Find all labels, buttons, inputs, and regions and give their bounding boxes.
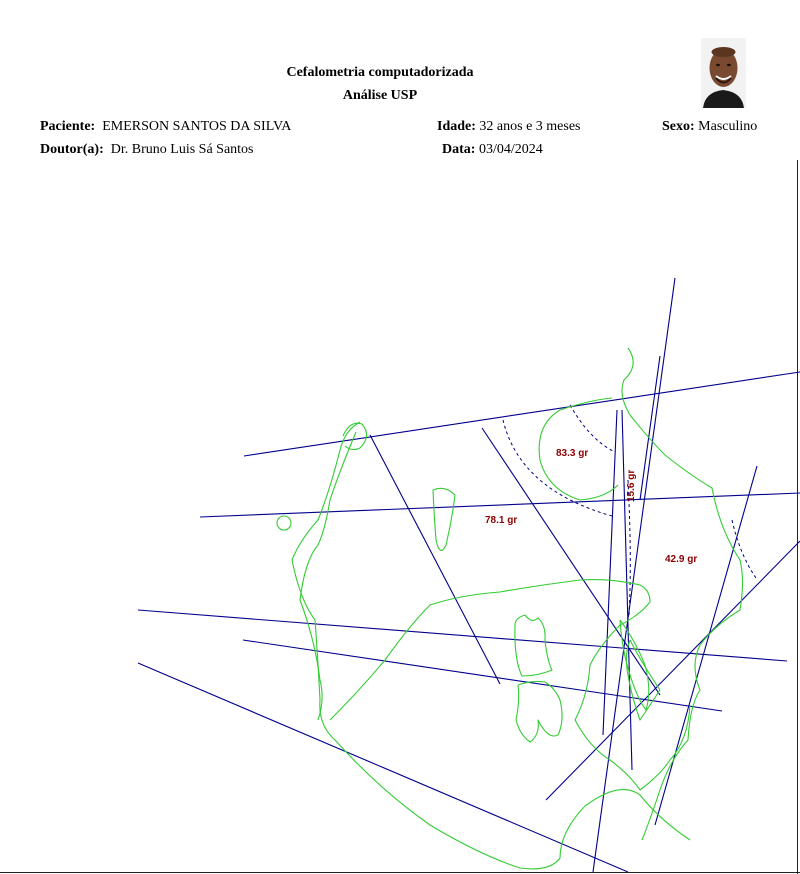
doctor-name: Dr. Bruno Luis Sá Santos (110, 142, 254, 157)
age-label: Idade: (437, 119, 476, 134)
n-b-line (482, 428, 660, 695)
date-label: Data: (442, 142, 476, 157)
patient-name: EMERSON SANTOS DA SILVA (102, 119, 292, 134)
patient-age: 32 anos e 3 meses (479, 119, 581, 134)
n-pog-line (603, 410, 617, 735)
upper-molar (515, 615, 552, 676)
lower-molar (516, 681, 562, 742)
reference-lines (138, 278, 800, 872)
angle-label-78: 78.1 gr (485, 515, 518, 526)
chin-contour (575, 705, 690, 790)
report-title: Cefalometria computadorizada (286, 65, 474, 80)
exam-date: 03/04/2024 (478, 142, 543, 157)
report-subtitle: Análise USP (342, 88, 418, 103)
y-axis-line (370, 435, 500, 684)
arc-83 (570, 405, 615, 452)
maxilla-contour (330, 580, 650, 720)
frankfort-line (200, 493, 800, 517)
sex-label: Sexo: (662, 119, 695, 134)
e-line (655, 466, 757, 825)
mandible-ramus (300, 432, 356, 720)
lower-incisor-axis (640, 356, 660, 500)
angle-label-83: 83.3 gr (556, 448, 589, 459)
facial-line (622, 410, 632, 770)
mandibular-line (138, 663, 628, 872)
anatomy-tracing (277, 348, 743, 869)
sella-contour (343, 423, 367, 449)
porion-marker (277, 516, 291, 530)
angle-label-42: 42.9 gr (665, 554, 698, 565)
sn-line (244, 372, 800, 456)
nasal-bone (622, 348, 743, 840)
pterygoid-fissure (433, 488, 455, 550)
arc-42 (732, 520, 756, 578)
angle-label-15: 15.6 gr (626, 469, 637, 502)
patient-sex: Masculino (698, 119, 758, 134)
patient-name-label: Paciente: (40, 119, 96, 134)
doctor-label: Doutor(a): (40, 142, 104, 157)
